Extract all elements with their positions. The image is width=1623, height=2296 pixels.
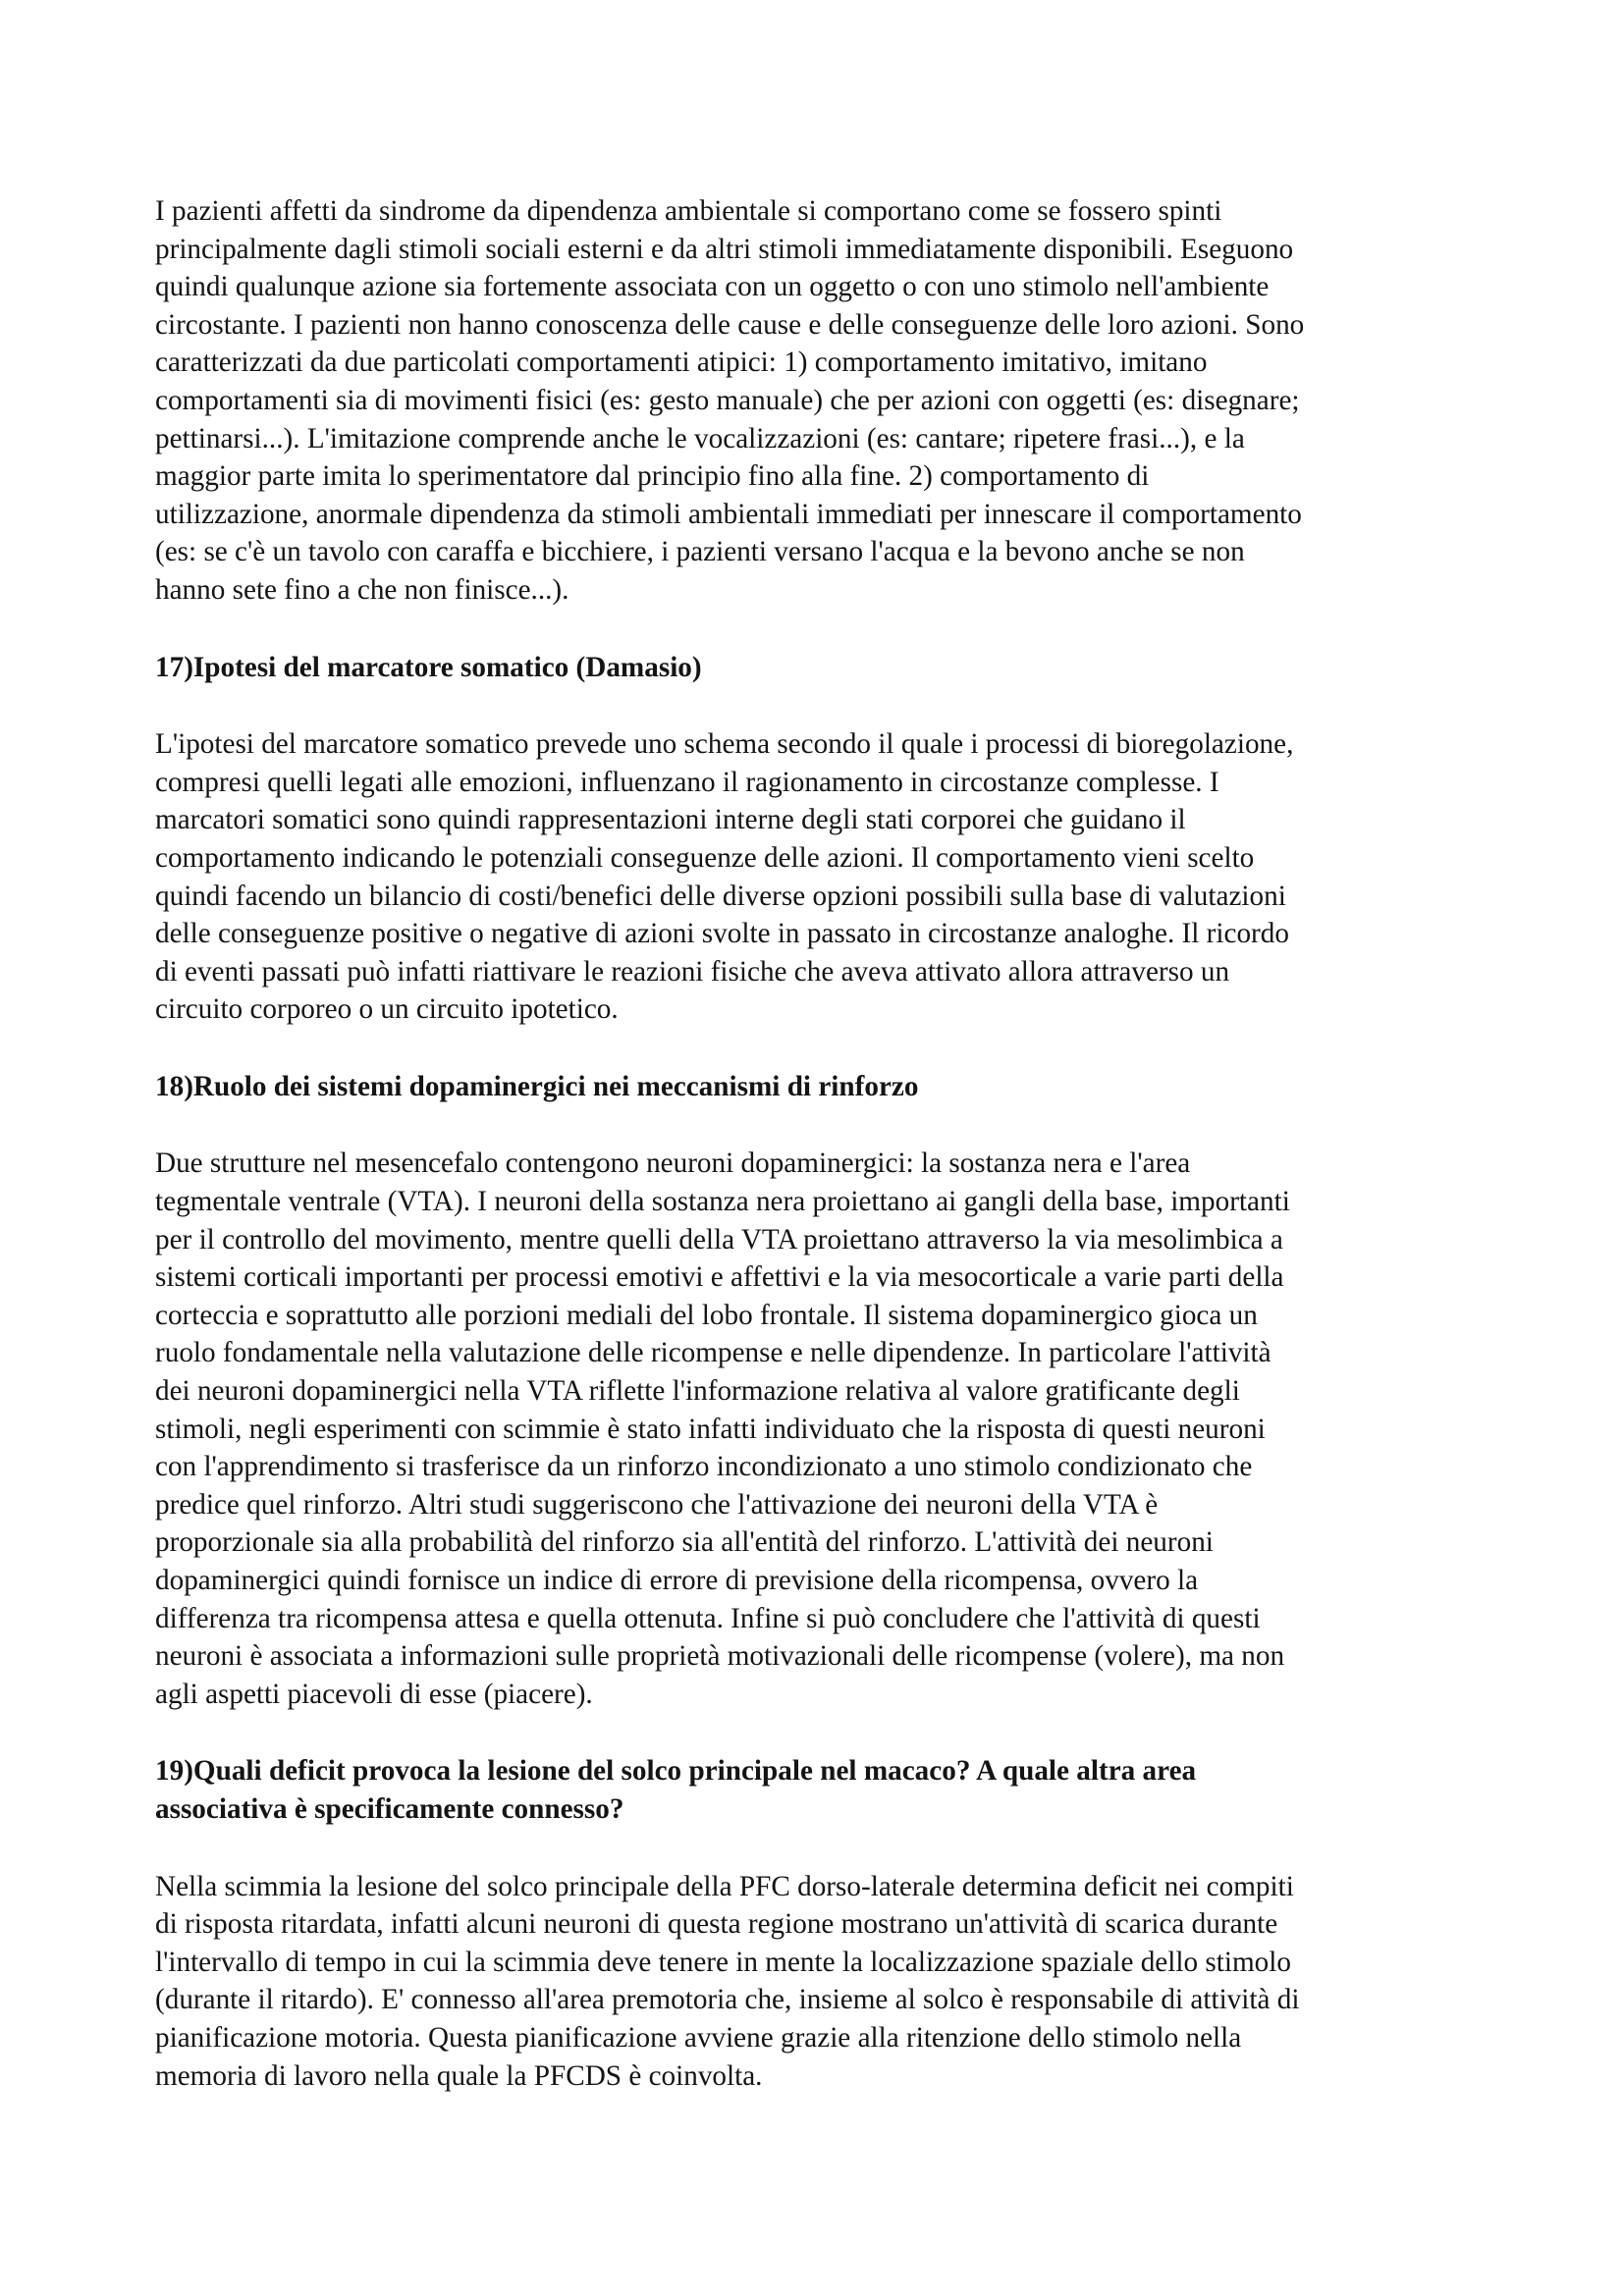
text-line: l'intervallo di tempo in cui la scimmia deve tenere in mente la localizzazione spaziale dello stimolo [155, 1946, 1291, 1978]
heading-text: associativa è specificamente connesso? [155, 1792, 624, 1825]
text-line: Due strutture nel mesencefalo contengono neuroni dopaminergici: la sostanza nera e l'area [155, 1148, 1191, 1180]
text-line: comportamento indicando le potenziali conseguenze delle azioni. Il comportamento vieni scelto [155, 841, 1255, 874]
text-line: Nella scimmia la lesione del solco principale della PFC dorso-laterale determina deficit nei compiti [155, 1870, 1294, 1902]
text-line: comportamenti sia di movimenti fisici (es: gesto manuale) che per azioni con oggetti (es: disegnare; [155, 384, 1300, 416]
text-line: ruolo fondamentale nella valutazione delle ricompense e nelle dipendenze. In particolare l'attività [155, 1337, 1271, 1369]
text-line: marcatori somatici sono quindi rappresentazioni interne degli stati corporei che guidano il [155, 804, 1186, 836]
paragraph-sistemi-dopaminergici [155, 1145, 1476, 1713]
document-page [155, 192, 1476, 2134]
text-line: maggior parte imita lo sperimentatore dal principio fino alla fine. 2) comportamento di [155, 460, 1150, 493]
text-line: pianificazione motoria. Questa pianificazione avviene grazie alla ritenzione dello stimolo nella [155, 2021, 1242, 2054]
text-line: di risposta ritardata, infatti alcuni neuroni di questa regione mostrano un'attività di scarica durante [155, 1908, 1278, 1941]
text-line: neuroni è associata a informazioni sulle proprietà motivazionali delle ricompense (volere), ma non [155, 1640, 1285, 1673]
text-line: differenza tra ricompensa attesa e quella ottenuta. Infine si può concludere che l'attività di questi [155, 1602, 1261, 1634]
text-line: pettinarsi...). L'imitazione comprende anche le vocalizzazioni (es: cantare; ripetere frasi...), e la [155, 422, 1245, 454]
heading-text: 19)Quali deficit provoca la lesione del solco principale nel macaco? A quale altra area [155, 1755, 1197, 1788]
text-line: memoria di lavoro nella quale la PFCDS è coinvolta. [155, 2059, 763, 2092]
text-line: per il controllo del movimento, mentre quelli della VTA proiettano attraverso la via mesolimbica a [155, 1223, 1283, 1255]
text-line: I pazienti affetti da sindrome da dipendenza ambientale si comportano come se fossero spinti [155, 195, 1222, 227]
text-line: (durante il ritardo). E' connesso all'area premotoria che, insieme al solco è responsabile di attività di [155, 1984, 1300, 2016]
text-line: circostante. I pazienti non hanno conoscenza delle cause e delle conseguenze delle loro azioni. Sono [155, 308, 1305, 341]
paragraph-marcatore-somatico [155, 725, 1476, 1029]
text-line: delle conseguenze positive o negative di azioni svolte in passato in circostanze analoghe. Il ricordo [155, 918, 1289, 950]
text-line: tegmentale ventrale (VTA). I neuroni della sostanza nera proiettano ai gangli della base, importanti [155, 1186, 1290, 1218]
text-line: predice quel rinforzo. Altri studi suggeriscono che l'attivazione dei neuroni della VTA è [155, 1488, 1159, 1521]
heading-text: 17)Ipotesi del marcatore somatico (Damasio) [155, 651, 702, 683]
text-line: con l'apprendimento si trasferisce da un rinforzo incondizionato a uno stimolo condizionato che [155, 1451, 1253, 1483]
heading-section-19 [155, 1752, 1476, 1828]
text-line: dei neuroni dopaminergici nella VTA riflette l'informazione relativa al valore gratificante degli [155, 1375, 1240, 1408]
paragraph-solco-principale [155, 1868, 1476, 2096]
text-line: corteccia e soprattutto alle porzioni mediali del lobo frontale. Il sistema dopaminergico gioca un [155, 1299, 1258, 1331]
text-line: (es: se c'è un tavolo con caraffa e bicchiere, i pazienti versano l'acqua e la bevono anche se non [155, 536, 1245, 568]
text-line: di eventi passati può infatti riattivare le reazioni fisiche che aveva attivato allora attraverso un [155, 955, 1230, 988]
text-line: circuito corporeo o un circuito ipotetico. [155, 993, 619, 1026]
text-line: compresi quelli legati alle emozioni, influenzano il ragionamento in circostanze complesse. I [155, 766, 1219, 798]
text-line: stimoli, negli esperimenti con scimmie è stato infatti individuato che la risposta di questi neuroni [155, 1413, 1266, 1445]
text-line: caratterizzati da due particolati comportamenti atipici: 1) comportamento imitativo, imitano [155, 347, 1208, 379]
text-line: agli aspetti piacevoli di esse (piacere). [155, 1678, 593, 1710]
heading-section-17 [155, 649, 1476, 687]
heading-section-18 [155, 1068, 1476, 1106]
text-line: proporzionale sia alla probabilità del rinforzo sia all'entità del rinforzo. L'attività dei neuroni [155, 1526, 1214, 1559]
text-line: sistemi corticali importanti per processi emotivi e affettivi e la via mesocorticale a varie parti della [155, 1261, 1284, 1294]
text-line: dopaminergici quindi fornisce un indice di errore di previsione della ricompensa, ovvero la [155, 1565, 1199, 1596]
text-line: hanno sete fino a che non finisce...). [155, 573, 569, 606]
text-line: quindi facendo un bilancio di costi/benefici delle diverse opzioni possibili sulla base di valutazioni [155, 880, 1286, 912]
text-line: utilizzazione, anormale dipendenza da stimoli ambientali immediati per innescare il comportamento [155, 498, 1302, 530]
paragraph-dipendenza-ambientale [155, 192, 1476, 610]
text-line: principalmente dagli stimoli sociali esterni e da altri stimoli immediatamente disponibili. Eseguono [155, 233, 1294, 265]
text-line: quindi qualunque azione sia fortemente associata con un oggetto o con uno stimolo nell'ambiente [155, 271, 1270, 303]
heading-text: 18)Ruolo dei sistemi dopaminergici nei meccanismi di rinforzo [155, 1070, 919, 1102]
text-line: L'ipotesi del marcatore somatico prevede uno schema secondo il quale i processi di bioregolazione, [155, 728, 1294, 761]
